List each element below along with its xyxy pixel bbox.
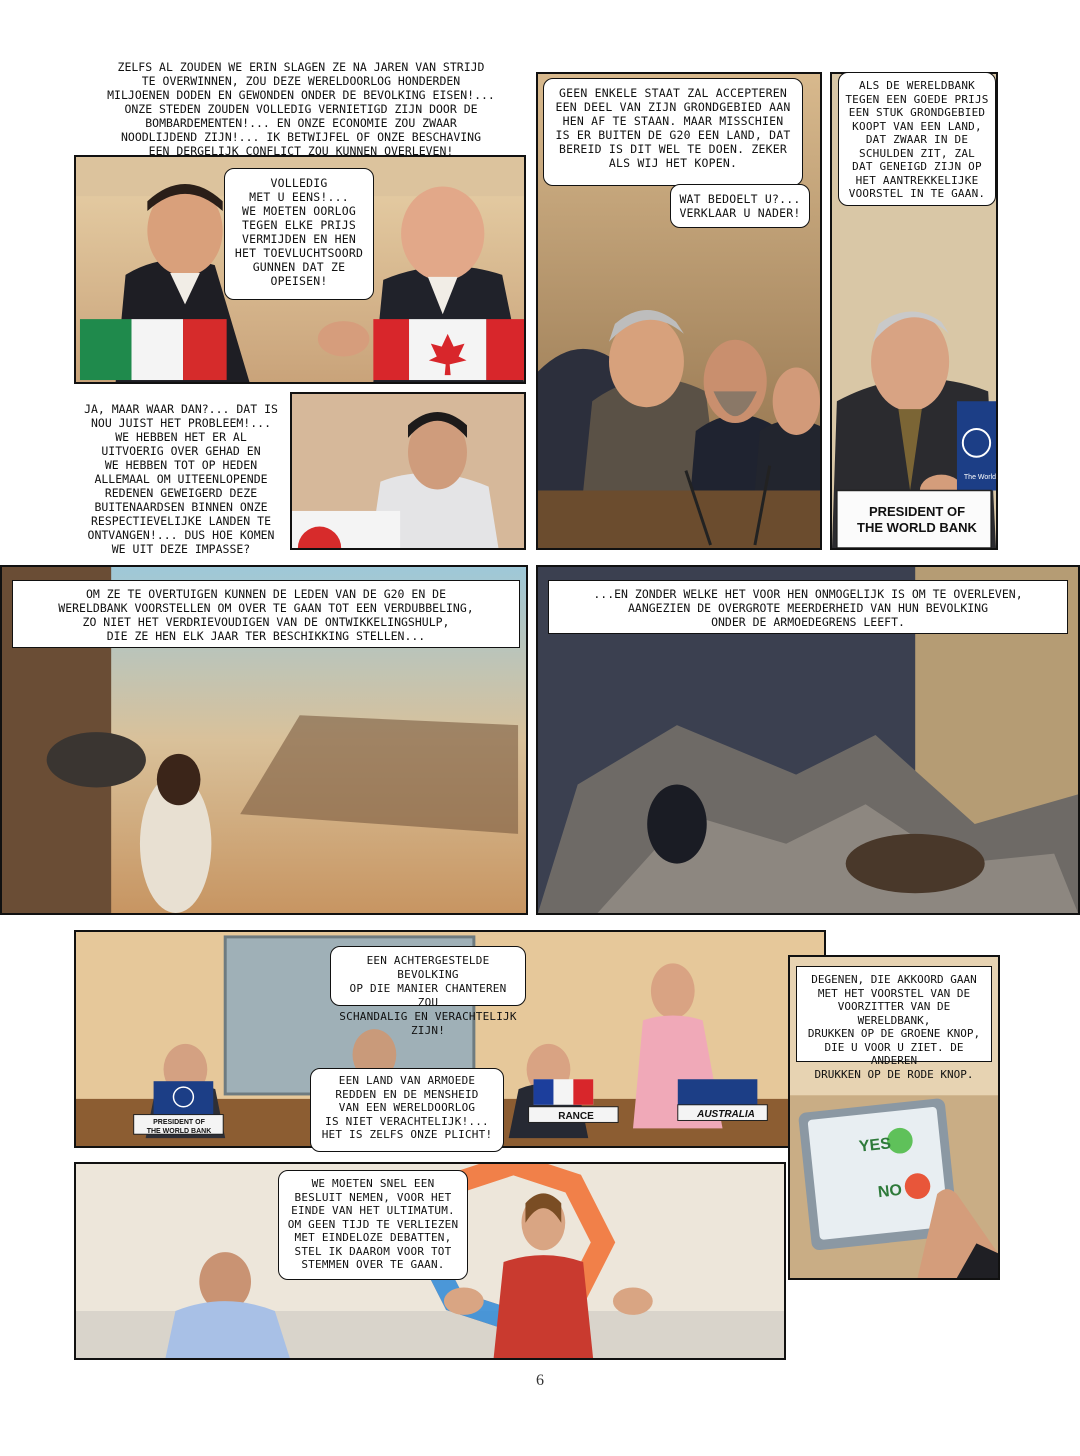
panel5-caption-aid: OM ZE TE OVERTUIGEN KUNNEN DE LEDEN VAN DE G20 EN DE WERELDBANK VOORSTELLEN OM OVER TE GAAN TOT EEN VERDUBBELING, ZO NIET HET VERDRIEVOUDIGEN VAN DE ONTWIKKELINGSHULP, DIE ZE HEN ELK JAAR TER BESCHIKKING STELLEN...: [12, 580, 520, 648]
panel2-bubble-question: WAT BEDOELT U?... VERKLAAR U NADER!: [670, 184, 810, 228]
page-number: 6: [536, 1372, 544, 1389]
nameplate-australia: AUSTRALIA: [697, 1109, 755, 1120]
world-bank-logo-text: The World: [963, 474, 997, 481]
canada-flag: [373, 319, 524, 380]
italy-flag: [80, 319, 227, 380]
panel7-bubble-australia: EEN ACHTERGESTELDE BEVOLKING OP DIE MANIER CHANTEREN ZOU SCHANDALIG EN VERACHTELIJK ZIJN!: [330, 946, 526, 1006]
world-bank-nameplate: PRESIDENT OF THE WORLD BANK: [857, 504, 977, 535]
panel9-bubble-chairwoman: WE MOETEN SNEL EEN BESLUIT NEMEN, VOOR HET EINDE VAN HET ULTIMATUM. OM GEEN TIJD TE VERLIEZEN MET EINDELOZE DEBATTEN, STEL IK DAAROM VOOR TOT STEMMEN OVER TE GAAN.: [278, 1170, 468, 1280]
panel7-bubble-response: EEN LAND VAN ARMOEDE REDDEN EN DE MENSHEID VAN EEN WERELDOORLOG IS NIET VERACHTELIJK!... HET IS ZELFS ONZE PLICHT!: [310, 1068, 504, 1152]
panel3-bubble-world-bank: ALS DE WERELDBANK TEGEN EEN GOEDE PRIJS EEN STUK GRONDGEBIED KOOPT VAN EEN LAND, DAT ZWAAR IN DE SCHULDEN ZIT, ZAL DAT GENEIGD ZIJN OP HET AANTREKKELIJKE VOORSTEL IN TE GAAN.: [838, 72, 996, 206]
panel4-caption-japan: JA, MAAR WAAR DAN?... DAT IS NOU JUIST HET PROBLEEM!... WE HEBBEN HET ER AL UITVOERIG OVER GEHAD EN WE HEBBEN TOT OP HEDEN ALLEMAAL OM UITEENLOPENDE REDENEN GEWEIGERD DEZE BUITENAARDSEN BINNEN ONZE RESPECTIEVELIJKE LANDEN TE ONTVANGEN!... DUS HOE KOMEN WE UIT DEZE IMPASSE?: [84, 402, 278, 556]
panel2-bubble-proposal: GEEN ENKELE STAAT ZAL ACCEPTEREN EEN DEEL VAN ZIJN GRONDGEBIED AAN HEN AF TE STAAN. MAAR MISSCHIEN IS ER BUITEN DE G20 EEN LAND, DAT BEREID IS DIT WEL TE DOEN. ZEKER ALS WIJ HET KOPEN.: [543, 78, 803, 186]
panel-art-japan: [292, 394, 524, 548]
no-button-label[interactable]: NO: [877, 1181, 903, 1202]
nameplate-france: RANCE: [558, 1111, 594, 1122]
panel-japan: [290, 392, 526, 550]
nameplate-world-bank: PRESIDENT OF THE WORLD BANK: [146, 1119, 212, 1135]
yes-button-label[interactable]: YES: [858, 1135, 892, 1156]
panel6-caption-poverty: ...EN ZONDER WELKE HET VOOR HEN ONMOGELIJK IS OM TE OVERLEVEN, AANGEZIEN DE OVERGROTE MEERDERHEID VAN HUN BEVOLKING ONDER DE ARMOEDEGRENS LEEFT.: [548, 580, 1068, 634]
panel8-caption-vote: DEGENEN, DIE AKKOORD GAAN MET HET VOORSTEL VAN DE VOORZITTER VAN DE WERELDBANK, DRUKKEN OP DE GROENE KNOP, DIE U VOOR U ZIET. DE ANDEREN DRUKKEN OP DE RODE KNOP.: [796, 966, 992, 1062]
panel1-caption: ZELFS AL ZOUDEN WE ERIN SLAGEN ZE NA JAREN VAN STRIJD TE OVERWINNEN, ZOU DEZE WERELDOORLOG HONDERDEN MILJOENEN DODEN EN GEWONDEN ONDER DE BEVOLKING EISEN!... ONZE STEDEN ZOUDEN VOLLEDIG VERNIETIGD ZIJN DOOR DE BOMBARDEMENTEN!... EN ONZE ECONOMIE ZOU ZWAAR NOODLIJDEND ZIJN!... IK BETWIJFEL OF ONZE BESCHAVING EEN DERGELIJK CONFLICT ZOU KUNNEN OVERLEVEN!: [107, 60, 495, 158]
panel1-bubble-canada: VOLLEDIG MET U EENS!... WE MOETEN OORLOG TEGEN ELKE PRIJS VERMIJDEN EN HEN HET TOEVLUCHTSOORD GUNNEN DAT ZE OPEISEN!: [224, 168, 374, 300]
